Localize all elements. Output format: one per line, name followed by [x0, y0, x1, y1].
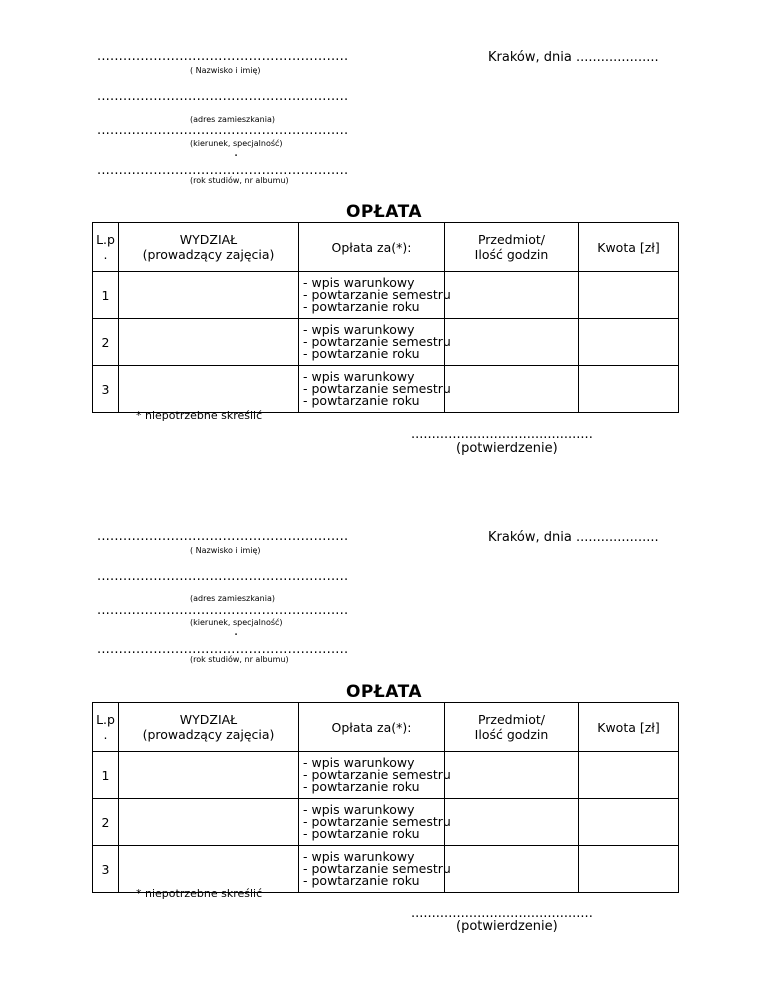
address-caption: (adres zamieszkania)	[190, 594, 275, 603]
amount-cell[interactable]	[579, 799, 679, 846]
payment-options-cell[interactable]: - wpis warunkowy - powtarzanie semestru - powtarzanie roku	[299, 752, 445, 799]
header-lp: L.p .	[93, 223, 119, 272]
field-caption: (kierunek, specjalność)	[190, 618, 283, 627]
payment-options-cell[interactable]: - wpis warunkowy - powtarzanie semestru - powtarzanie roku	[299, 319, 445, 366]
field-caption: (kierunek, specjalność)	[190, 139, 283, 148]
year-dotted-line[interactable]: ..........................................................	[97, 164, 349, 178]
amount-cell[interactable]	[579, 752, 679, 799]
stray-mark: .	[234, 624, 239, 639]
table-row	[93, 752, 679, 799]
header-subject: Przedmiot/ Ilość godzin	[445, 223, 579, 272]
amount-cell[interactable]	[579, 366, 679, 413]
header-subject: Przedmiot/ Ilość godzin	[445, 703, 579, 752]
footnote: * niepotrzebne skreślić	[136, 409, 263, 422]
payment-options-cell[interactable]: - wpis warunkowy - powtarzanie semestru - powtarzanie roku	[299, 846, 445, 893]
city-date-line[interactable]: Kraków, dnia ....................	[488, 50, 659, 65]
payment-form-1	[0, 0, 768, 480]
table-row	[93, 799, 679, 846]
table-row	[93, 319, 679, 366]
name-dotted-line[interactable]: ..........................................................	[97, 530, 349, 544]
stray-mark: .	[234, 145, 239, 160]
payment-options-cell[interactable]: - wpis warunkowy - powtarzanie semestru - powtarzanie roku	[299, 366, 445, 413]
name-dotted-line[interactable]: ..........................................................	[97, 50, 349, 64]
table-row	[93, 846, 679, 893]
table-row	[93, 272, 679, 319]
address-dotted-line[interactable]: ..........................................................	[97, 570, 349, 584]
city-date-line[interactable]: Kraków, dnia ....................	[488, 530, 659, 545]
payment-table	[92, 702, 679, 893]
subject-cell[interactable]	[445, 799, 579, 846]
row-number: 1	[93, 272, 119, 319]
row-number: 1	[93, 752, 119, 799]
faculty-cell[interactable]	[119, 272, 299, 319]
payment-table	[92, 222, 679, 413]
row-number: 3	[93, 846, 119, 893]
header-faculty: WYDZIAŁ (prowadzący zajęcia)	[119, 223, 299, 272]
subject-cell[interactable]	[445, 272, 579, 319]
name-caption: ( Nazwisko i imię)	[190, 66, 261, 75]
payment-options-cell[interactable]: - wpis warunkowy - powtarzanie semestru - powtarzanie roku	[299, 272, 445, 319]
amount-cell[interactable]	[579, 272, 679, 319]
footnote: * niepotrzebne skreślić	[136, 887, 263, 900]
subject-cell[interactable]	[445, 366, 579, 413]
faculty-cell[interactable]	[119, 799, 299, 846]
table-header-row	[93, 703, 679, 752]
subject-cell[interactable]	[445, 846, 579, 893]
address-caption: (adres zamieszkania)	[190, 115, 275, 124]
table-header-row	[93, 223, 679, 272]
header-payment-for: Opłata za(*):	[299, 223, 445, 272]
address-dotted-line[interactable]: ..........................................................	[97, 90, 349, 104]
field-dotted-line[interactable]: ..........................................................	[97, 604, 349, 618]
subject-cell[interactable]	[445, 319, 579, 366]
header-payment-for: Opłata za(*):	[299, 703, 445, 752]
confirmation-caption: (potwierdzenie)	[456, 441, 558, 456]
header-amount: Kwota [zł]	[579, 223, 679, 272]
year-dotted-line[interactable]: ..........................................................	[97, 643, 349, 657]
form-title: OPŁATA	[345, 202, 423, 222]
row-number: 2	[93, 799, 119, 846]
faculty-cell[interactable]	[119, 752, 299, 799]
amount-cell[interactable]	[579, 319, 679, 366]
confirmation-dotted-line[interactable]: ............................................	[411, 427, 593, 442]
confirmation-caption: (potwierdzenie)	[456, 919, 558, 934]
header-amount: Kwota [zł]	[579, 703, 679, 752]
header-lp: L.p .	[93, 703, 119, 752]
amount-cell[interactable]	[579, 846, 679, 893]
row-number: 2	[93, 319, 119, 366]
row-number: 3	[93, 366, 119, 413]
name-caption: ( Nazwisko i imię)	[190, 546, 261, 555]
header-faculty: WYDZIAŁ (prowadzący zajęcia)	[119, 703, 299, 752]
year-caption: (rok studiów, nr albumu)	[190, 176, 289, 185]
subject-cell[interactable]	[445, 752, 579, 799]
payment-options-cell[interactable]: - wpis warunkowy - powtarzanie semestru - powtarzanie roku	[299, 799, 445, 846]
year-caption: (rok studiów, nr albumu)	[190, 655, 289, 664]
faculty-cell[interactable]	[119, 846, 299, 893]
confirmation-dotted-line[interactable]: ............................................	[411, 906, 593, 921]
faculty-cell[interactable]	[119, 366, 299, 413]
payment-form-2	[0, 480, 768, 960]
field-dotted-line[interactable]: ..........................................................	[97, 124, 349, 138]
form-title: OPŁATA	[345, 682, 423, 702]
faculty-cell[interactable]	[119, 319, 299, 366]
table-row	[93, 366, 679, 413]
